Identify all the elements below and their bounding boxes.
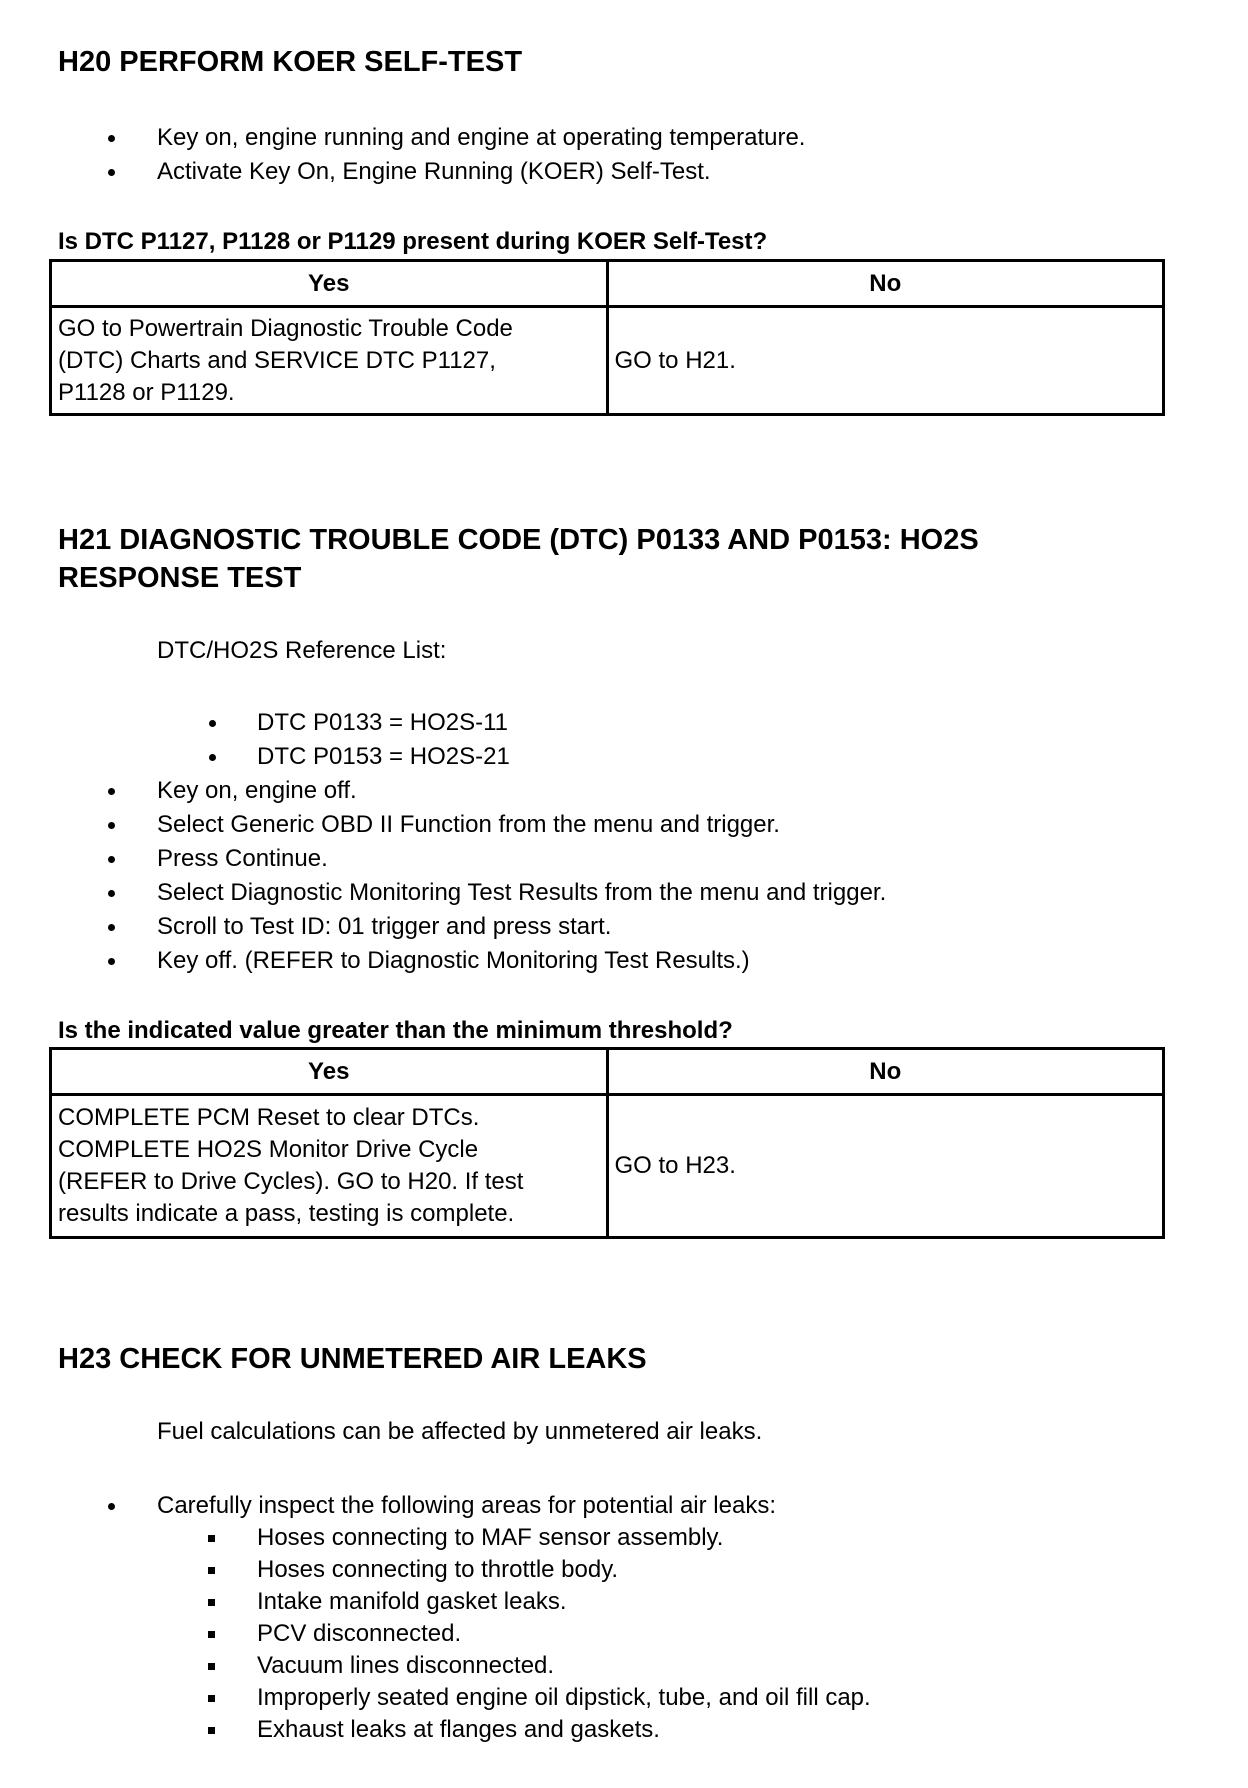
reference-item: DTC P0153 = HO2S-21 [257,743,510,770]
list-item: Key on, engine running and engine at operating temperature. [157,124,806,151]
sub-list-item: Hoses connecting to throttle body. [257,1556,619,1583]
section-heading-h21 [58,521,979,597]
square-bullet-icon [208,1535,215,1542]
bullet-icon [108,856,115,863]
bullet-icon [108,958,115,965]
square-bullet-icon [208,1631,215,1638]
no-header: No [607,261,1164,307]
cell-line: (DTC) Charts and SERVICE DTC P1127, [58,346,496,374]
sub-list-item: Exhaust leaks at flanges and gaskets. [257,1716,660,1743]
bullet-icon [108,135,115,142]
sub-list-item: Intake manifold gasket leaks. [257,1588,567,1615]
no-cell: GO to H23. [607,1095,1164,1238]
cell-line: COMPLETE HO2S Monitor Drive Cycle [58,1136,479,1163]
square-bullet-icon [208,1695,215,1702]
cell-line: GO to Powertrain Diagnostic Trouble Code [58,314,513,342]
square-bullet-icon [208,1727,215,1734]
bullet-icon [209,720,216,727]
section-heading-h23: H23 CHECK FOR UNMETERED AIR LEAKS [58,1343,647,1375]
square-bullet-icon [208,1663,215,1670]
sub-list-item: PCV disconnected. [257,1620,462,1647]
bullet-icon [209,754,216,761]
bullet-icon [108,1503,115,1510]
list-item: Scroll to Test ID: 01 trigger and press start. [157,913,612,940]
reference-item: DTC P0133 = HO2S-11 [257,709,509,736]
bullet-icon [108,924,115,931]
cell-line: P1128 or P1129. [58,378,235,406]
bullet-icon [108,890,115,897]
cell-line: COMPLETE PCM Reset to clear DTCs. [58,1104,480,1131]
section-heading-h20: H20 PERFORM KOER SELF-TEST [58,46,523,78]
reference-list-label: DTC/HO2S Reference List: [157,637,447,664]
list-item: Select Diagnostic Monitoring Test Results from the menu and trigger. [157,879,887,906]
list-item: Activate Key On, Engine Running (KOER) Self-Test. [157,158,711,185]
square-bullet-icon [208,1599,215,1606]
square-bullet-icon [208,1567,215,1574]
bullet-icon [108,169,115,176]
bullet-icon [108,822,115,829]
question-h21: Is the indicated value greater than the minimum threshold? [58,1017,733,1044]
list-item: Carefully inspect the following areas for potential air leaks: [157,1492,776,1519]
question-h20: Is DTC P1127, P1128 or P1129 present during KOER Self-Test? [58,228,768,255]
sub-list-item: Hoses connecting to MAF sensor assembly. [257,1524,724,1551]
sub-list-item: Improperly seated engine oil dipstick, tube, and oil fill cap. [257,1684,871,1711]
list-item: Key off. (REFER to Diagnostic Monitoring Test Results.) [157,947,750,974]
list-item: Key on, engine off. [157,777,357,804]
intro-text: Fuel calculations can be affected by unmetered air leaks. [157,1418,763,1445]
cell-line: results indicate a pass, testing is complete. [58,1200,515,1227]
yes-cell [51,307,608,415]
decision-table-h20 [49,259,1165,416]
list-item: Press Continue. [157,845,328,872]
sub-list-item: Vacuum lines disconnected. [257,1652,555,1679]
no-cell: GO to H21. [607,307,1164,415]
yes-header: Yes [51,261,608,307]
decision-table-h21 [49,1047,1165,1239]
list-item: Select Generic OBD II Function from the menu and trigger. [157,811,780,838]
yes-header: Yes [51,1049,608,1095]
yes-cell [51,1095,608,1238]
bullet-icon [108,788,115,795]
cell-line: (REFER to Drive Cycles). GO to H20. If test [58,1168,524,1195]
no-header: No [607,1049,1164,1095]
heading-line: H21 DIAGNOSTIC TROUBLE CODE (DTC) P0133 AND P0153: HO2S [58,524,979,556]
heading-line: RESPONSE TEST [58,562,302,594]
